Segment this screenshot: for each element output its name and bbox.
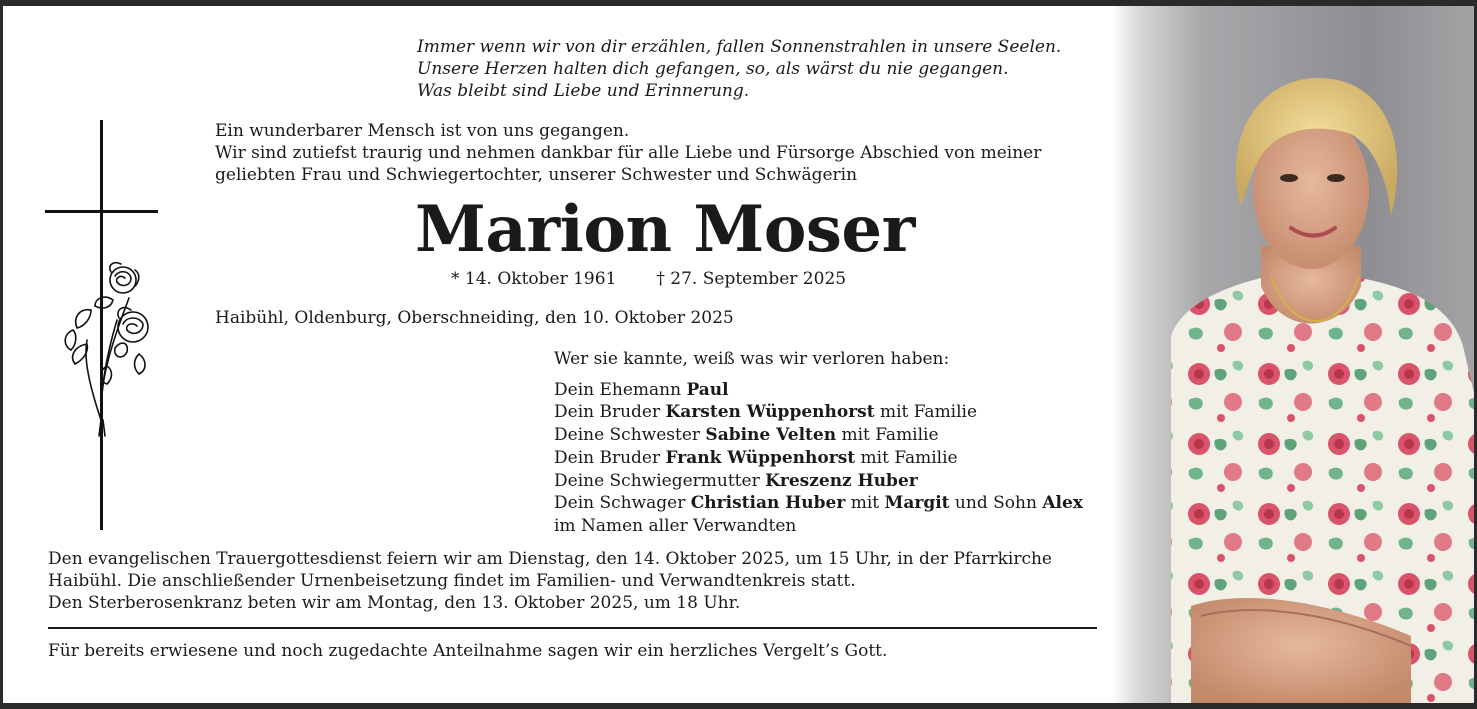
intro-text: [215, 120, 1041, 186]
mourner-line: Dein Ehemann Paul: [554, 379, 729, 400]
mourner-line: Deine Schwester Sabine Velten mit Familie: [554, 425, 939, 446]
cross-with-roses-icon: [43, 120, 163, 534]
service-line: Den evangelischen Trauergottesdienst feiern wir am Dienstag, den 14. Oktober 2025, um 15 Uhr, in der Pfarrkirche: [48, 549, 1052, 569]
mourners-heading: Wer sie kannte, weiß was wir verloren haben:: [554, 349, 950, 369]
thanks-text: Für bereits erwiesene und noch zugedachte Anteilnahme sagen wir ein herzliches Vergelt’s Gott.: [48, 641, 888, 661]
service-info: [48, 548, 1052, 614]
life-dates: [451, 268, 846, 290]
poem-line: Unsere Herzen halten dich gefangen, so, als wärst du nie gegangen.: [417, 59, 1009, 79]
poem-line: Immer wenn wir von dir erzählen, fallen Sonnenstrahlen in unsere Seelen.: [417, 37, 1062, 57]
service-line: Haibühl. Die anschließender Urnenbeisetzung findet im Familien- und Verwandtenkreis statt.: [48, 571, 856, 591]
intro-line: geliebten Frau und Schwiegertochter, unserer Schwester und Schwägerin: [215, 165, 858, 185]
portrait-photo: [1111, 6, 1477, 703]
mourner-line: Deine Schwiegermutter Kreszenz Huber: [554, 470, 918, 491]
intro-line: Ein wunderbarer Mensch ist von uns gegangen.: [215, 121, 630, 141]
poem-line: Was bleibt sind Liebe und Erinnerung.: [417, 81, 750, 101]
divider: [48, 627, 1097, 629]
mourner-line: Dein Schwager Christian Huber mit Margit und Sohn Alex: [554, 493, 1083, 514]
service-line: Den Sterberosenkranz beten wir am Montag, den 13. Oktober 2025, um 18 Uhr.: [48, 593, 741, 613]
death-date: † 27. September 2025: [656, 269, 847, 289]
mourner-line: Dein Bruder Karsten Wüppenhorst mit Familie: [554, 402, 978, 423]
poem: [417, 36, 1061, 102]
birth-date: * 14. Oktober 1961: [451, 269, 617, 289]
deceased-name: Marion Moser: [415, 192, 915, 267]
mourners-list: [554, 348, 1083, 538]
intro-line: Wir sind zutiefst traurig und nehmen dankbar für alle Liebe und Fürsorge Abschied von meiner: [215, 143, 1042, 163]
place-date: Haibühl, Oldenburg, Oberschneiding, den 10. Oktober 2025: [215, 308, 734, 328]
mourners-closing: im Namen aller Verwandten: [554, 515, 797, 536]
mourner-line: Dein Bruder Frank Wüppenhorst mit Familie: [554, 447, 958, 468]
